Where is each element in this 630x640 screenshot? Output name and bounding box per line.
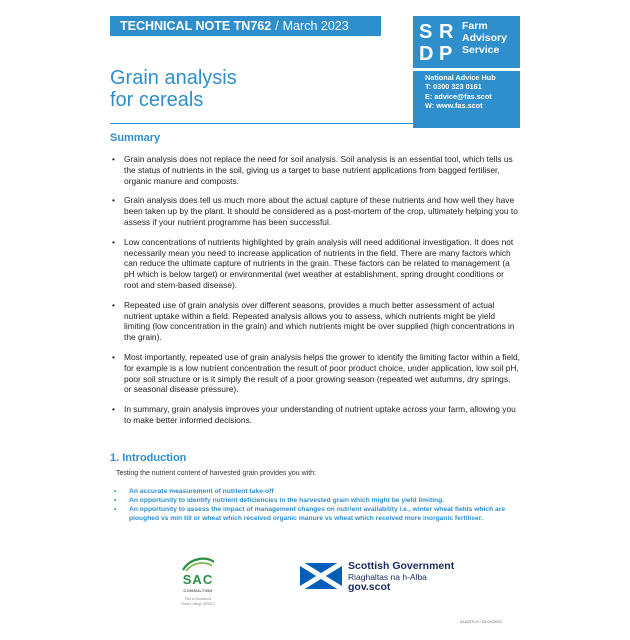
list-item [112, 352, 520, 395]
sac-consulting-logo [174, 556, 222, 618]
list-item [112, 154, 520, 186]
gov-name-english: Scottish Government [348, 560, 455, 572]
logo-letter-d: D [419, 43, 434, 63]
contact-email: E: advice@fas.scot [425, 91, 492, 101]
bullet-icon: • [112, 351, 115, 362]
page-title [110, 67, 237, 111]
title-divider [110, 123, 520, 124]
summary-heading: Summary [110, 132, 161, 144]
summary-item-text: In summary, grain analysis improves your understanding of nutrient uptake across your farm, allowing you to make better informed decisions. [124, 404, 516, 425]
intro-item-text: An opportunity to identify nutrient deficiencies in the harvested grain which might be yield limiting. [129, 497, 445, 504]
fas-name-line-2: Advisory [462, 32, 507, 44]
logo-letter-r: R [439, 21, 454, 43]
list-item [112, 404, 520, 426]
scottish-government-logo [300, 561, 470, 597]
contact-phone: T: 0300 323 0161 [425, 82, 482, 92]
bullet-icon: • [114, 497, 117, 504]
introduction-text: Testing the nutrient content of harvested grain provides you with: [116, 470, 317, 477]
bullet-icon: • [112, 195, 115, 206]
sac-tagline-line-1: Part of Scotland's [184, 597, 212, 601]
bullet-icon: • [114, 488, 117, 495]
publication-date: March 2023 [282, 19, 349, 33]
list-item [112, 496, 520, 505]
sac-name: SAC [182, 572, 214, 587]
document-code: 014237LH / 03.04.2023 [460, 619, 502, 624]
summary-list [112, 154, 520, 435]
title-line-2: for cereals [110, 89, 204, 111]
bullet-icon: • [112, 236, 115, 247]
saltire-flag-icon [300, 563, 342, 589]
fas-name [462, 20, 507, 56]
list-item [112, 300, 520, 343]
gov-name-gaelic: Riaghaltas na h-Alba [348, 572, 427, 582]
contact-block [425, 73, 496, 110]
summary-item-text: Grain analysis does not replace the need for soil analysis. Soil analysis is an essential tool, which tells us the status of nutrients in the soil, giving us a target to base nutrient applications from bagged fertiliser, organic manure and composts. [124, 154, 513, 186]
summary-item-text: Grain analysis does tell us much more about the actual capture of these nutrients and how well they have been taken up by the plant. It should be considered as a post-mortem of the crop, ultimately helping you to assess if your nutrient programme has been successful. [124, 195, 518, 227]
contact-title: National Advice Hub [425, 73, 496, 82]
gov-wordmark [348, 561, 454, 593]
sac-swoosh-icon [180, 556, 216, 572]
bullet-icon: • [112, 299, 115, 310]
logo-letter-s: S [419, 21, 433, 43]
introduction-heading: 1. Introduction [110, 452, 187, 464]
sac-subtitle: CONSULTING [183, 588, 213, 593]
fas-name-line-3: Service [462, 44, 500, 56]
contact-web: W: www.fas.scot [425, 100, 483, 110]
srdp-logo-icon [418, 19, 460, 63]
bullet-icon: • [112, 154, 115, 164]
bullet-icon: • [112, 404, 115, 415]
list-item [112, 487, 520, 496]
sac-tagline [174, 597, 222, 606]
technical-note-label: TECHNICAL NOTE TN762 [120, 19, 272, 33]
list-item [112, 195, 520, 227]
logo-letter-p: P [439, 43, 453, 63]
document-type-banner [110, 16, 381, 36]
bullet-icon: • [114, 506, 117, 513]
list-item [112, 505, 520, 523]
header-separator: / [275, 19, 279, 33]
intro-item-text: An opportunity to assess the impact of management changes on nutrient availability i.e., winter wheat fields which are ploughed vs min till or wheat which received organic manure vs wheat which received more inorganic fertiliser. [129, 506, 506, 522]
gov-url: gov.scot [348, 581, 391, 593]
sac-tagline-line-2: Rural College (SRUC) [181, 601, 215, 606]
intro-item-text: An accurate measurement of nutrient take-off [129, 488, 274, 495]
list-item [112, 237, 520, 291]
fas-name-line-1: Farm [462, 20, 488, 32]
logo-divider [413, 68, 520, 71]
summary-item-text: Repeated use of grain analysis over different seasons, provides a much better assessment of actual nutrient uptake within a field. Repeated analysis allows you to assess, which nutrients might be yield limiting (low concentration in the grain) and which nutrients might be over supplied (high concentrations in the grain). [124, 299, 515, 343]
summary-item-text: Low concentrations of nutrients highlighted by grain analysis will need additional investigation. It does not necessarily mean you need to increase application of nutrients in the field. There are many factors which can reduce the ultimate capture of nutrients in the grain. These factors can be related to management (a pH which is below target) or environmental (wet weather at establishment, spring drought conditions or root and stem-based disease). [124, 236, 514, 290]
title-line-1: Grain analysis [110, 67, 237, 89]
fas-logo-panel [413, 16, 520, 128]
introduction-list [112, 487, 520, 523]
summary-item-text: Most importantly, repeated use of grain analysis helps the grower to identify the limiting factor within a field, for example is a low nutrient concentration the result of poor product choice, under application, low soil pH, poor soil structure or is it simply the result of a poor growing season (repeated wet autumns, dry springs, or seasonal disease pressure). [124, 351, 520, 395]
